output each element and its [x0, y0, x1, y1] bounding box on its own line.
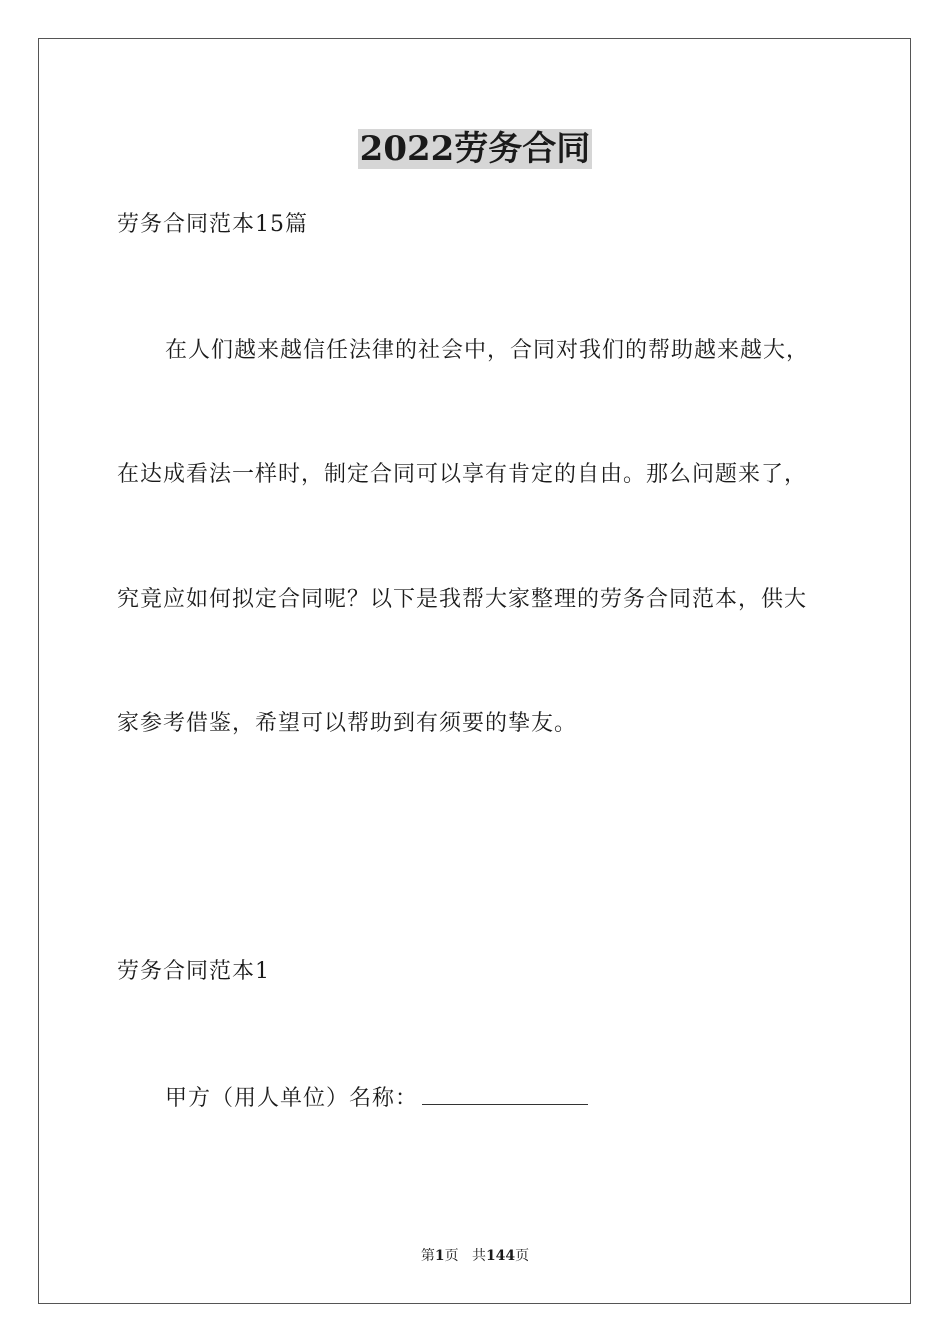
footer-prefix: 第: [420, 1248, 435, 1264]
footer-page-number: 1: [434, 1248, 445, 1264]
intro-line-2: 在达成看法一样时，制定合同可以享有肯定的自由。那么问题来了，: [117, 462, 808, 487]
title-text: 2022劳务合同: [359, 129, 591, 169]
subtitle: 劳务合同范本15篇: [117, 212, 308, 237]
footer-page-suffix: 页: [444, 1248, 459, 1264]
intro-line-1: 在人们越来越信任法律的社会中，合同对我们的帮助越来越大，: [165, 338, 810, 363]
section-heading: 劳务合同范本1: [117, 959, 270, 984]
intro-line-4: 家参考借鉴，希望可以帮助到有须要的挚友。: [117, 711, 578, 736]
page-footer: [0, 1246, 950, 1266]
intro-line-3: 究竟应如何拟定合同呢？以下是我帮大家整理的劳务合同范本，供大: [117, 587, 808, 612]
footer-total-prefix: 共: [471, 1248, 486, 1264]
party-a-name-blank: [422, 1082, 588, 1105]
footer-total-suffix: 页: [515, 1248, 530, 1264]
footer-total-pages: 144: [485, 1248, 516, 1264]
party-a-line: [165, 1082, 588, 1114]
document-title: [0, 128, 950, 170]
party-a-label: 甲方（用人单位）名称：: [165, 1086, 419, 1111]
